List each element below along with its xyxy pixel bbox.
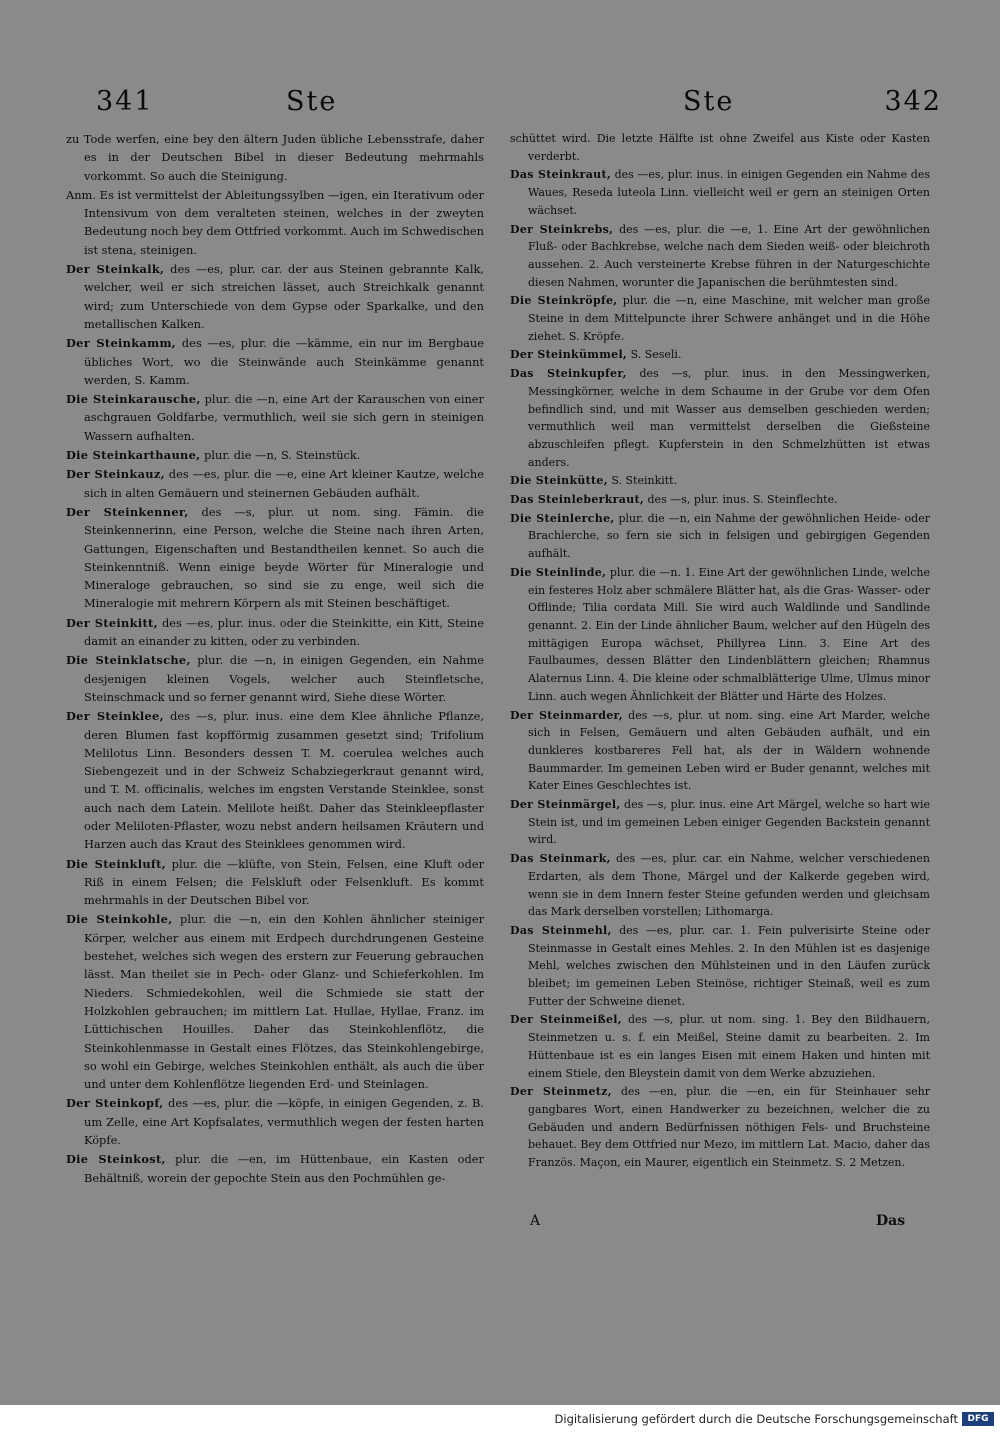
entry-headword: Der Steinmetz, — [510, 1085, 612, 1099]
entry-text: plur. die —n, eine Maschine, mit welcher man große Steine in dem Mittelpuncte ihrer Schwere anhänget und in die Höhe ziehet. S. Kröpfe. — [528, 294, 931, 343]
entry-text: des —s, plur. inus. S. Steinflechte. — [647, 493, 838, 507]
entry-headword: Die Steinkütte, — [510, 474, 608, 488]
entry-text: plur. die —n, S. Steinstück. — [204, 448, 361, 463]
entry-text: plur. die —n, ein den Kohlen ähnlicher steiniger Körper, welcher aus einem mit Erdpech durchdrungenen Gesteine bestehet, welches sich wegen des erstern zur Feuerung gebrauchen lässt. Man theilet sie in Pech- oder Glanz- und Schieferkohlen. Im Nieders. Schmiedekohlen, weil die Schmiede sie statt der Holzkohlen gebrauchen; im mittlern Lat. Hullae, Hyllae, Franz. im Lüttichischen Houilles. Daher das Steinkohlenflötz, die Steinkohlenmasse in Gestalt eines Flötzes, das Steinkohlengebirge, so wohl ein Gebirge, welches Steinkohlen enthält, als auch die über und unter dem Kohlenflötze liegenden Erd- und Steinlagen. — [84, 912, 485, 1092]
entry-text: des —s, plur. inus. eine Art Märgel, welche so hart wie Stein ist, und im gemeinen Leben einiger Gegenden Backstein genannt wird. — [528, 798, 930, 847]
entry-headword: Der Steinkopf, — [66, 1096, 164, 1111]
dictionary-entry — [510, 707, 930, 796]
entry-headword: Die Steinlinde, — [510, 565, 607, 579]
entry-headword: Der Steinkauz, — [66, 467, 165, 482]
page-number-left: 341 — [96, 86, 154, 117]
entry-headword: Der Steinklee, — [66, 709, 164, 724]
dictionary-entry — [66, 1094, 484, 1149]
entry-headword: Der Steinkrebs, — [510, 222, 614, 236]
entry-headword: Die Steinkröpfe, — [510, 294, 618, 308]
right-column — [510, 130, 930, 1173]
entry-text: des —es, plur. car. der aus Steinen gebrannte Kalk, welcher, weil er sich streichen lässet, auch Streichkalk genannt wird; zum Unterschiede von dem Gypse oder Sparkalke, und den metallischen Kalken. — [84, 262, 485, 331]
dictionary-entry — [510, 346, 930, 364]
running-head-left: Ste — [286, 86, 338, 117]
entry-headword: Die Steinkarausche, — [66, 392, 201, 407]
dictionary-entry — [510, 564, 930, 706]
entry-headword: Die Steinkluft, — [66, 856, 166, 871]
dictionary-entry — [66, 651, 484, 706]
dictionary-entry — [510, 1011, 930, 1082]
entry-text: des —es, plur. car. 1. Fein pulverisirte Steine oder Steinmasse in Gestalt eines Mehles. 2. In den Mühlen ist es dasjenige Mehl, welches zwischen den Mühlsteinen und in den Läufen zurück bleibet; im gemeinen Leben Steinöse, richtiger Steinaß, weil es zum Futter der Schweine dienet. — [528, 923, 931, 1008]
entry-text: des —es, plur. die —e, eine Art kleiner Kautze, welche sich in alten Gemäuern und steinernen Gebäuden aufhält. — [84, 467, 485, 500]
dictionary-entry — [66, 707, 484, 853]
entry-headword: Die Steinlerche, — [510, 511, 615, 525]
entry-text: des —es, plur. die —e, 1. Eine Art der gewöhnlichen Fluß- oder Bachkrebse, welche nach dem Sieden weiß- oder bleichroth aussehen. 2. Auch versteinerte Krebse führen in der Naturgeschichte diesen Nahmen, worunter die Japanischen die berühmtesten sind. — [528, 222, 931, 289]
left-column — [66, 130, 484, 1188]
entry-headword: Die Steinklatsche, — [66, 653, 191, 668]
dictionary-entry — [510, 292, 930, 345]
entry-text: des —en, plur. die —en, ein für Steinhauer sehr gangbares Wort, einen Handwerker zu bezeichnen, welcher die zu Gebäuden und andern Bedürfnissen nöthigen Fels- und Bruchsteine behauet. Bey dem Ottfried nur Mezo, im mittlern Lat. Macio, daher das Französ. Maçon, ein Maurer, eigentlich ein Steinmetz. S. 2 Metzen. — [528, 1085, 931, 1170]
entry-headword: Der Steinkümmel, — [510, 348, 628, 362]
dictionary-entry — [66, 446, 484, 464]
entry-text: des —es, plur. inus. oder die Steinkitte, ein Kitt, Steine damit an einander zu kitten, oder zu verbinden. — [84, 615, 485, 649]
dictionary-entry — [510, 166, 930, 219]
entry-headword: Der Steinmeißel, — [510, 1013, 622, 1027]
entry-text: des —s, plur. ut nom. sing. 1. Bey den Bildhauern, Steinmetzen u. s. f. ein Meißel, Steine damit zu bearbeiten. 2. Im Hüttenbaue ist es ein langes Eisen mit einem Haken und hinten mit einem Stiele, den Bleystein damit von dem Werke abzuziehen. — [528, 1013, 930, 1080]
dictionary-entry — [510, 221, 930, 292]
entry-text: des —es, plur. inus. in einigen Gegenden ein Nahme des Waues, Reseda luteola Linn. vielleicht weil er gern an steinigen Orten wächset. — [528, 168, 930, 217]
entry-text: des —s, plur. inus. in den Messingwerken, Messingkörner, welche in dem Schaume in der Grube vor dem Ofen befindlich sind, und mit Wasser aus demselben geschieden werden; vermuthlich weil man vermittelst derselben die Gießsteine abzuschleifen pflegt. Kupferstein in den Schmelzhütten ist etwas anders. — [528, 367, 930, 469]
entry-text: plur. die —n. 1. Eine Art der gewöhnlichen Linde, welche ein festeres Holz aber schmälere Blätter hat, als die Gras- Wasser- oder Offlinde; Tilia cordata Mill. Sie wird auch Waldlinde und Sandlinde genannt. 2. Ein der Linde ähnlicher Baum, welcher auf den Hügeln des mittägigen Europa wächset, Phillyrea Linn. 3. Eine Art des Faulbaumes, dessen Blätter den Lindenblättern gleichen; Rhamnus Alaternus Linn. 4. Die kleine oder schmalblätterige Ulme, Ulmus minor Linn. auch wegen Ähnlichkeit der Blätter und Härte des Holzes. — [528, 565, 930, 703]
dictionary-entry — [510, 510, 930, 563]
dictionary-entry — [510, 922, 930, 1011]
entry-text: S. Steinkitt. — [611, 474, 678, 488]
entry-headword: Das Steinmark, — [510, 852, 611, 866]
entry-headword: Der Steinkitt, — [66, 615, 158, 630]
entry-headword: Die Steinkarthaune, — [66, 448, 201, 463]
dictionary-entry — [66, 465, 484, 502]
footer-bar — [0, 1405, 1000, 1432]
entry-text: Anm. Es ist vermittelst der Ableitungssylben —igen, ein Iterativum oder Intensivum von dem veralteten steinen, welches in der zweyten Bedeutung noch bey dem Ottfried vorkommt. Auch im Schwedischen ist stena, steinigen. — [66, 187, 484, 257]
entry-text: des —s, plur. inus. eine dem Klee ähnliche Pflanze, deren Blumen fast kopfförmig zusammen gesetzt sind; Trifolium Melilotus Linn. Besonders dessen T. M. coerulea welches auch Siebengezeit und in der Schweiz Schabziegerkraut genannt wird, und T. M. officinalis, welches im engsten Verstande Steinklee, sonst auch nach dem Latein. Melilote heißt. Daher das Steinkleepflaster oder Meliloten-Pflaster, wozu nebst andern heilsamen Kräutern und Harzen auch das Kraut des Steinklees genommen wird. — [84, 709, 484, 852]
entry-headword: Der Steinmarder, — [510, 708, 623, 722]
dictionary-entry — [510, 130, 930, 165]
entry-headword: Das Steinkraut, — [510, 168, 611, 182]
dictionary-entry — [66, 334, 484, 389]
dictionary-entry — [510, 850, 930, 921]
dictionary-entry — [510, 491, 930, 509]
entry-text: S. Seseli. — [630, 348, 682, 362]
entry-text: plur. die —en, im Hüttenbaue, ein Kasten oder Behältniß, worein der gepochte Stein aus den Pochmühlen ge- — [84, 1152, 484, 1185]
entry-headword: Der Steinkalk, — [66, 262, 165, 277]
dictionary-entry — [66, 855, 484, 910]
dictionary-entry — [66, 614, 484, 651]
entry-text: plur. die —n, eine Art der Karauschen von einer aschgrauen Goldfarbe, vermuthlich, weil sie sich gern in steinigen Wassern aufhalten. — [84, 392, 484, 443]
entry-text: schüttet wird. Die letzte Hälfte ist ohne Zweifel aus Kiste oder Kasten verderbt. — [510, 132, 930, 163]
dictionary-entry — [510, 472, 930, 490]
dictionary-entry — [66, 390, 484, 445]
dictionary-entry — [510, 1083, 930, 1172]
entry-headword: Die Steinkost, — [66, 1152, 166, 1167]
entry-text: plur. die —n, in einigen Gegenden, ein Nahme desjenigen kleinen Vogels, welcher auch Steinfletsche, Steinschmack und so ferner genannt wird, Siehe diese Wörter. — [84, 653, 485, 704]
entry-headword: Der Steinkenner, — [66, 504, 189, 519]
entry-headword: Das Steinkupfer, — [510, 367, 627, 381]
dictionary-entry — [66, 130, 484, 185]
entry-text: des —s, plur. ut nom. sing. eine Art Marder, welche sich in Felsen, Gemäuern und alten Gebäuden aufhält, und ein dunkleres kostbareres Fell hat, als der in Wäldern wohnende Baummarder. Im gemeinen Leben wird er Buder genannt, welches mit Kater Eines Geschlechtes ist. — [528, 708, 931, 793]
dictionary-entry — [66, 1150, 484, 1187]
dictionary-entry — [510, 365, 930, 471]
entry-text: plur. die —n, ein Nahme der gewöhnlichen Heide- oder Brachlerche, so fern sie sich in felsigen und gebirgigen Gegenden aufhält. — [528, 511, 930, 561]
dfg-logo: DFG — [962, 1412, 994, 1426]
entry-text: des —es, plur. die —köpfe, in einigen Gegenden, z. B. um Zelle, eine Art Kopfsalates, vermuthlich wegen der festen harten Köpfe. — [84, 1096, 484, 1148]
dictionary-entry — [66, 910, 484, 1093]
dictionary-entry — [66, 186, 484, 259]
dictionary-entry — [66, 260, 484, 333]
entry-headword: Die Steinkohle, — [66, 912, 173, 927]
dictionary-entry — [66, 503, 484, 613]
page-number-right: 342 — [884, 86, 942, 117]
entry-text: zu Tode werfen, eine bey den ältern Juden übliche Lebensstrafe, daher es in der Deutschen Bibel in dieser Bedeutung mehrmahls vorkommt. So auch die Steinigung. — [66, 132, 484, 183]
entry-headword: Der Steinmärgel, — [510, 798, 621, 812]
entry-text: des —s, plur. ut nom. sing. Fämin. die Steinkennerinn, eine Person, welche die Steine nach ihren Arten, Gattungen, Eigenschaften und Bestandtheilen kennet. So auch die Steinkenntniß. Wenn einige beyde Wörter für Mineralogie und Mineraloge gebrauchen, so sind sie zu enge, weil sich die Mineralogie mit mehrern Körpern als mit Steinen beschäftiget. — [84, 504, 485, 611]
entry-text: des —es, plur. die —kämme, ein nur im Bergbaue übliches Wort, wo die Steinwände auch Steinkämme genannt werden, S. Kamm. — [84, 336, 484, 387]
entry-headword: Der Steinkamm, — [66, 336, 177, 351]
funding-credit: Digitalisierung gefördert durch die Deutsche Forschungsgemeinschaft — [554, 1412, 958, 1426]
entry-headword: Das Steinleberkraut, — [510, 493, 645, 507]
entry-headword: Das Steinmehl, — [510, 923, 612, 937]
entry-text: plur. die —klüfte, von Stein, Felsen, eine Kluft oder Riß in einem Felsen; die Felskluft oder Felsenkluft. Es kommt mehrmahls in der Deutschen Bibel vor. — [84, 856, 485, 908]
entry-text: des —es, plur. car. ein Nahme, welcher verschiedenen Erdarten, als dem Thone, Märgel und der Kalkerde gegeben wird, wenn sie in dem Innern fester Steine gefunden werden und gleichsam das Mark derselben vorstellen; Lithomarga. — [528, 852, 930, 919]
catchword: Das — [876, 1213, 906, 1229]
dictionary-entry — [510, 796, 930, 849]
signature-mark: A — [530, 1213, 541, 1229]
running-head-right: Ste — [683, 86, 735, 117]
